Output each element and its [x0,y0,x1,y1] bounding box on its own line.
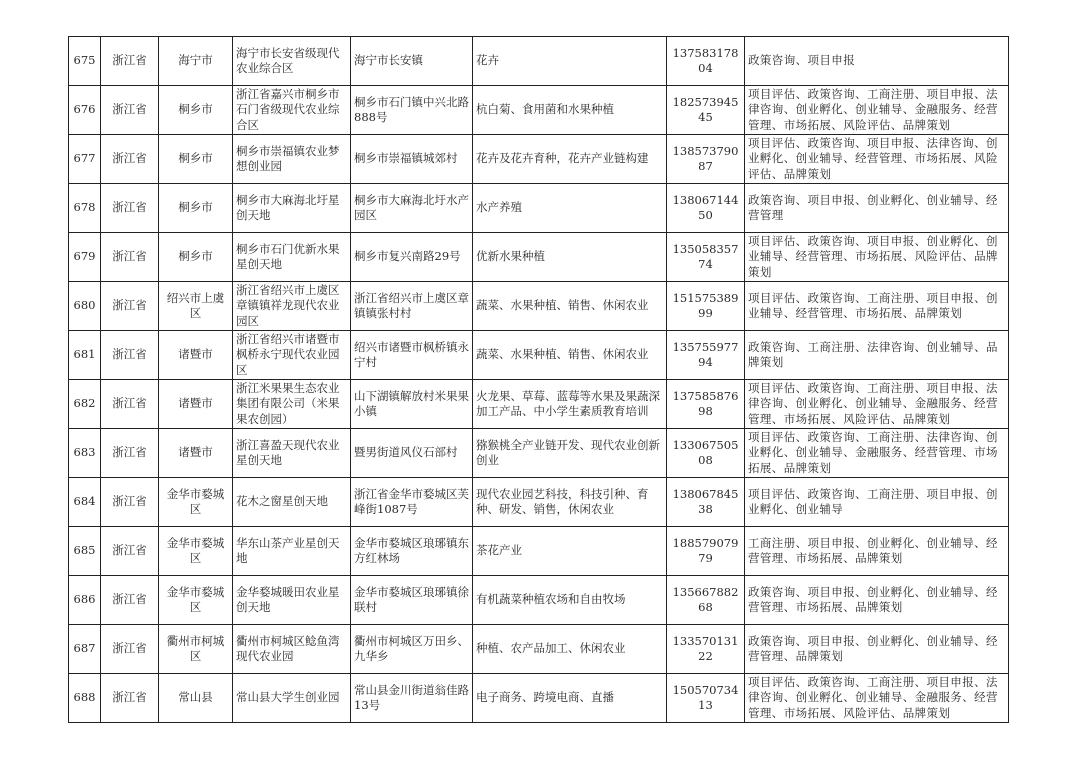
industry-cell: 猕猴桃全产业链开发、现代农业创新创业 [473,429,667,478]
phone-cell: 13857379087 [667,135,745,184]
phone-cell: 13758587698 [667,380,745,429]
province-cell: 浙江省 [101,37,159,86]
name-cell: 海宁市长安省级现代农业综合区 [233,37,351,86]
name-cell: 金华婺城暖田农业星创天地 [233,576,351,625]
services-cell: 工商注册、项目申报、创业孵化、创业辅导、经营管理、市场拓展、品牌策划 [745,527,1009,576]
phone-cell: 15057073413 [667,674,745,723]
city-cell: 诸暨市 [159,331,233,380]
table-row [69,429,1009,478]
services-cell: 政策咨询、项目申报、创业孵化、创业辅导、经营管理、品牌策划 [745,625,1009,674]
province-cell: 浙江省 [101,233,159,282]
row-number: 688 [69,674,101,723]
phone-cell: 13306750508 [667,429,745,478]
address-cell: 桐乡市大麻海北圩水产园区 [351,184,473,233]
city-cell: 绍兴市上虞区 [159,282,233,331]
address-cell: 暨男街道风仪石部村 [351,429,473,478]
name-cell: 浙江省绍兴市上虞区章镇镇祥龙现代农业园区 [233,282,351,331]
city-cell: 衢州市柯城区 [159,625,233,674]
name-cell: 华东山茶产业星创天地 [233,527,351,576]
row-number: 684 [69,478,101,527]
row-number: 685 [69,527,101,576]
name-cell: 浙江省绍兴市诸暨市枫桥永宁现代农业园区 [233,331,351,380]
province-cell: 浙江省 [101,429,159,478]
row-number: 675 [69,37,101,86]
phone-cell: 13566788268 [667,576,745,625]
industry-cell: 蔬菜、水果种植、销售、休闲农业 [473,282,667,331]
industry-cell: 电子商务、跨境电商、直播 [473,674,667,723]
services-cell: 政策咨询、项目申报、创业孵化、创业辅导、经营管理 [745,184,1009,233]
address-cell: 山下湖镇解放村米果果小镇 [351,380,473,429]
province-cell: 浙江省 [101,527,159,576]
city-cell: 桐乡市 [159,86,233,135]
city-cell: 金华市婺城区 [159,576,233,625]
row-number: 680 [69,282,101,331]
province-cell: 浙江省 [101,576,159,625]
industry-cell: 种植、农产品加工、休闲农业 [473,625,667,674]
phone-cell: 18857907979 [667,527,745,576]
table-row [69,380,1009,429]
name-cell: 花木之窗星创天地 [233,478,351,527]
phone-cell: 15157538999 [667,282,745,331]
province-cell: 浙江省 [101,478,159,527]
industry-cell: 水产养殖 [473,184,667,233]
services-cell: 项目评估、政策咨询、工商注册、项目申报、法律咨询、创业孵化、创业辅导、金融服务、经营管理、市场拓展、风险评估、品牌策划 [745,380,1009,429]
name-cell: 浙江喜盈天现代农业星创天地 [233,429,351,478]
industry-cell: 花卉及花卉育种，花卉产业链构建 [473,135,667,184]
document-table [68,36,1009,723]
industry-cell: 现代农业园艺科技，科技引种、育种、研发、销售，休闲农业 [473,478,667,527]
row-number: 676 [69,86,101,135]
row-number: 677 [69,135,101,184]
province-cell: 浙江省 [101,86,159,135]
city-cell: 常山县 [159,674,233,723]
table-body [69,37,1009,723]
address-cell: 桐乡市复兴南路29号 [351,233,473,282]
address-cell: 桐乡市石门镇中兴北路888号 [351,86,473,135]
address-cell: 浙江省绍兴市上虞区章镇镇张村村 [351,282,473,331]
name-cell: 桐乡市大麻海北圩星创天地 [233,184,351,233]
address-cell: 绍兴市诸暨市枫桥镇永宁村 [351,331,473,380]
phone-cell: 13357013122 [667,625,745,674]
table-row [69,86,1009,135]
services-cell: 项目评估、政策咨询、项目申报、创业孵化、创业辅导、经营管理、市场拓展、风险评估、品牌策划 [745,233,1009,282]
table-row [69,233,1009,282]
table-row [69,135,1009,184]
address-cell: 衢州市柯城区万田乡、九华乡 [351,625,473,674]
industry-cell: 优新水果种植 [473,233,667,282]
row-number: 686 [69,576,101,625]
row-number: 679 [69,233,101,282]
industry-cell: 杭白菊、食用菌和水果种植 [473,86,667,135]
city-cell: 桐乡市 [159,135,233,184]
row-number: 683 [69,429,101,478]
phone-cell: 13575597794 [667,331,745,380]
phone-cell: 13505835774 [667,233,745,282]
name-cell: 浙江米果果生态农业集团有限公司（米果果农创园） [233,380,351,429]
services-cell: 政策咨询、项目申报 [745,37,1009,86]
province-cell: 浙江省 [101,625,159,674]
table-row [69,37,1009,86]
name-cell: 常山县大学生创业园 [233,674,351,723]
address-cell: 金华市婺城区琅琊镇东方红林场 [351,527,473,576]
table-row [69,331,1009,380]
services-cell: 政策咨询、项目申报、创业孵化、创业辅导、经营管理、市场拓展、品牌策划 [745,576,1009,625]
city-cell: 诸暨市 [159,380,233,429]
name-cell: 衢州市柯城区鲶鱼湾现代农业园 [233,625,351,674]
address-cell: 海宁市长安镇 [351,37,473,86]
phone-cell: 13806784538 [667,478,745,527]
city-cell: 诸暨市 [159,429,233,478]
province-cell: 浙江省 [101,331,159,380]
city-cell: 桐乡市 [159,233,233,282]
row-number: 678 [69,184,101,233]
address-cell: 常山县金川街道翁佳路13号 [351,674,473,723]
services-cell: 项目评估、政策咨询、工商注册、项目申报、法律咨询、创业孵化、创业辅导、金融服务、经营管理、市场拓展、风险评估、品牌策划 [745,86,1009,135]
services-cell: 项目评估、政策咨询、工商注册、项目申报、法律咨询、创业孵化、创业辅导、金融服务、经营管理、市场拓展、风险评估、品牌策划 [745,674,1009,723]
city-cell: 桐乡市 [159,184,233,233]
services-cell: 政策咨询、工商注册、法律咨询、创业辅导、品牌策划 [745,331,1009,380]
address-cell: 金华市婺城区琅琊镇徐联村 [351,576,473,625]
industry-cell: 火龙果、草莓、蓝莓等水果及果蔬深加工产品、中小学生素质教育培训 [473,380,667,429]
province-cell: 浙江省 [101,184,159,233]
address-cell: 桐乡市崇福镇城郊村 [351,135,473,184]
table-row [69,282,1009,331]
industry-cell: 蔬菜、水果种植、销售、休闲农业 [473,331,667,380]
industry-cell: 茶花产业 [473,527,667,576]
name-cell: 桐乡市崇福镇农业梦想创业园 [233,135,351,184]
row-number: 687 [69,625,101,674]
table-row [69,527,1009,576]
table-row [69,184,1009,233]
province-cell: 浙江省 [101,135,159,184]
table-row [69,625,1009,674]
city-cell: 海宁市 [159,37,233,86]
province-cell: 浙江省 [101,282,159,331]
table-row [69,674,1009,723]
phone-cell: 18257394545 [667,86,745,135]
services-cell: 项目评估、政策咨询、项目申报、法律咨询、创业孵化、创业辅导、经营管理、市场拓展、风险评估、品牌策划 [745,135,1009,184]
phone-cell: 13758317804 [667,37,745,86]
services-cell: 项目评估、政策咨询、工商注册、法律咨询、创业孵化、创业辅导、金融服务、经营管理、市场拓展、品牌策划 [745,429,1009,478]
city-cell: 金华市婺城区 [159,478,233,527]
table-row [69,576,1009,625]
name-cell: 浙江省嘉兴市桐乡市石门省级现代农业综合区 [233,86,351,135]
province-cell: 浙江省 [101,380,159,429]
phone-cell: 13806714450 [667,184,745,233]
services-cell: 项目评估、政策咨询、工商注册、项目申报、创业孵化、创业辅导 [745,478,1009,527]
industry-cell: 花卉 [473,37,667,86]
province-cell: 浙江省 [101,674,159,723]
row-number: 681 [69,331,101,380]
row-number: 682 [69,380,101,429]
city-cell: 金华市婺城区 [159,527,233,576]
address-cell: 浙江省金华市婺城区芙峰街1087号 [351,478,473,527]
table-row [69,478,1009,527]
name-cell: 桐乡市石门优新水果星创天地 [233,233,351,282]
industry-cell: 有机蔬菜种植农场和自由牧场 [473,576,667,625]
services-cell: 项目评估、政策咨询、工商注册、项目申报、创业辅导、经营管理、市场拓展、品牌策划 [745,282,1009,331]
